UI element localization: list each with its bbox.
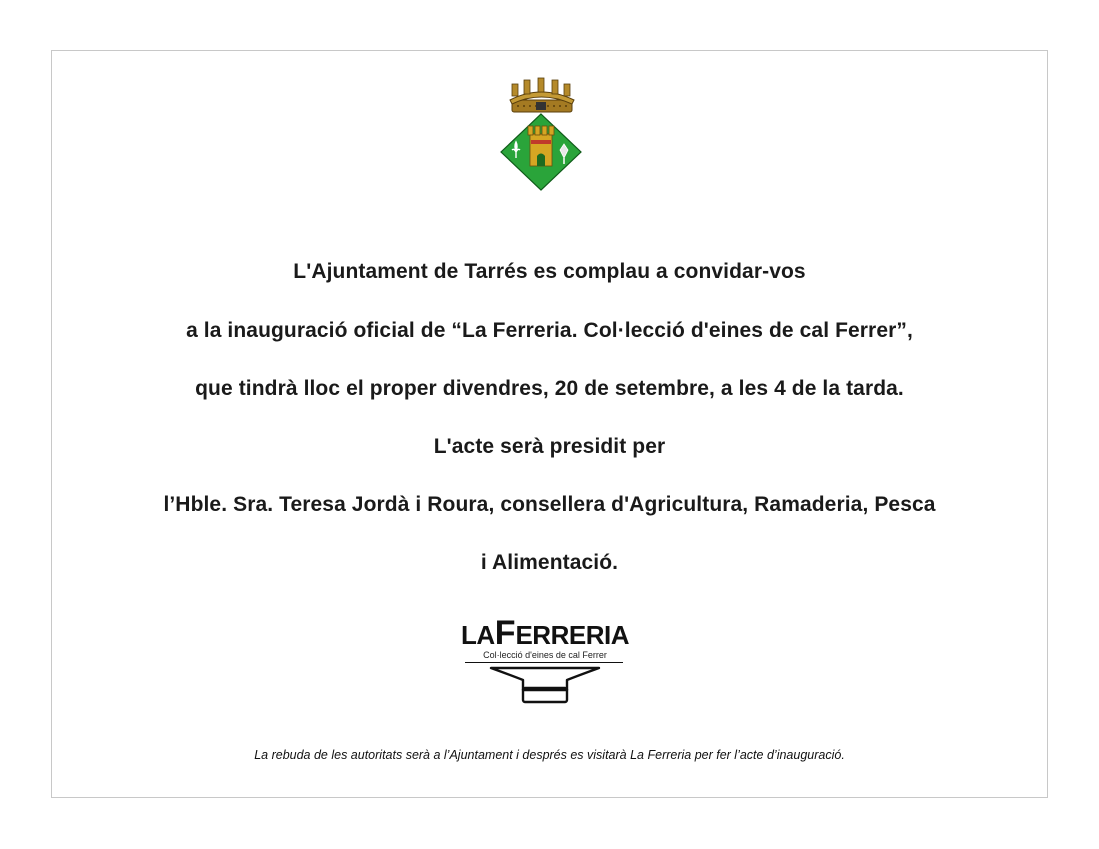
invitation-line-3: que tindrà lloc el proper divendres, 20 de setembre, a les 4 de la tarda. <box>195 377 904 400</box>
invitation-line-2: a la inauguració oficial de “La Ferreria. Col·lecció d'eines de cal Ferrer”, <box>186 319 913 342</box>
invitation-line-6: i Alimentació. <box>480 551 619 574</box>
crown-icon <box>510 78 574 112</box>
footnote: La rebuda de les autoritats serà a l’Ajuntament i després es visitarà La Ferreria per fer l’acte d’inauguració. <box>254 748 845 762</box>
logo-title-rest: ERRERIA <box>515 620 629 650</box>
shield-icon <box>501 114 581 190</box>
logo-divider <box>465 662 623 663</box>
invitation-line-4: L'acte serà presidit per <box>433 435 666 458</box>
logo-title-la: LA <box>461 620 495 650</box>
logo-title-f: F <box>494 614 516 652</box>
invitation-line-5: l’Hble. Sra. Teresa Jordà i Roura, consellera d'Agricultura, Ramaderia, Pesca <box>163 493 936 516</box>
logo-subtitle: Col·lecció d'eines de cal Ferrer <box>483 650 607 660</box>
logo-title <box>460 614 630 653</box>
municipal-coat-of-arms-icon <box>498 76 584 192</box>
invitation-line-1: L'Ajuntament de Tarrés es complau a convidar-vos <box>293 260 806 283</box>
anvil-icon <box>485 664 605 706</box>
la-ferreria-logo <box>460 614 630 706</box>
